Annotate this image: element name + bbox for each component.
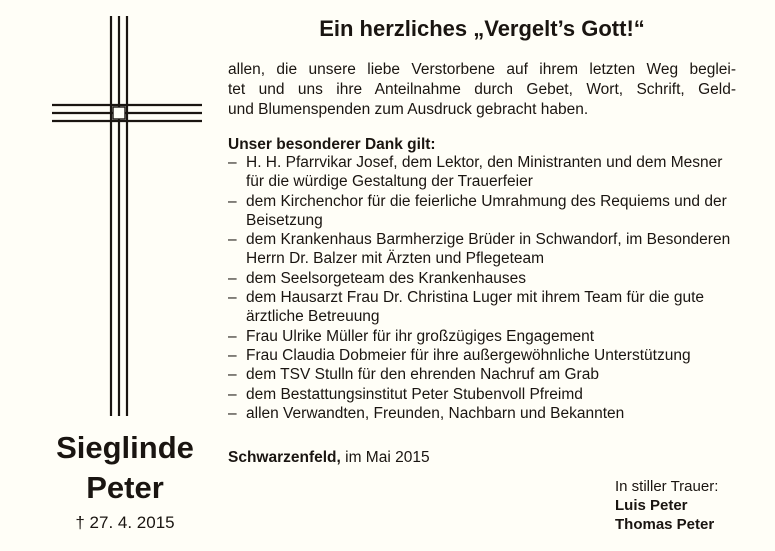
intro-line: tet und uns ihre Anteilnahme durch Gebet, Wort, Schrift, Geld- [228, 81, 736, 98]
list-item-text: H. H. Pfarrvikar Josef, dem Lektor, den Ministranten und dem Mesner für die würdige Gestaltung der Trauerfeier [246, 154, 723, 191]
list-item: – dem Seelsorgeteam des Krankenhauses [228, 269, 527, 287]
christian-cross-icon [52, 16, 202, 416]
mourners [615, 477, 718, 534]
list-item-text: Frau Claudia Dobmeier für ihre außergewöhnliche Unterstützung [246, 346, 691, 364]
list-item: – dem Krankenhaus Barmherzige Brüder in Schwandorf, im Besonderen Herrn Dr. Balzer mit Ärzten und Pflegeteam [228, 231, 731, 268]
mourner-name: Luis Peter [615, 497, 688, 514]
list-item-text: Frau Ulrike Müller für ihr großzügiges Engagement [246, 327, 595, 345]
list-item: – H. H. Pfarrvikar Josef, dem Lektor, den Ministranten und dem Mesner für die würdige Gestaltung der Trauerfeier [228, 154, 723, 191]
list-item-text: dem Kirchenchor für die feierliche Umrahmung des Requiems und der Beisetzung [246, 192, 727, 229]
intro-line: allen, die unsere liebe Verstorbene auf ihrem letzten Weg beglei- [228, 61, 736, 78]
list-item: – allen Verwandten, Freunden, Nachbarn und Bekannten [228, 404, 625, 422]
list-item: – Frau Ulrike Müller für ihr großzügiges Engagement [228, 327, 595, 345]
list-item-text: dem Hausarzt Frau Dr. Christina Luger mit ihrem Team für die gute ärztliche Betreuung [246, 289, 705, 326]
mourners-intro: In stiller Trauer: [615, 478, 719, 495]
list-item: – Frau Claudia Dobmeier für ihre außergewöhnliche Unterstützung [228, 346, 691, 364]
list-item-text: dem Bestattungsinstitut Peter Stubenvoll Pfreimd [246, 385, 583, 403]
list-item: – dem Kirchenchor für die feierliche Umrahmung des Requiems und der Beisetzung [228, 192, 727, 229]
intro-paragraph [228, 60, 736, 120]
intro-line: und Blumenspenden zum Ausdruck gebracht haben. [228, 101, 589, 118]
notice-title: Ein herzliches „Vergelt’s Gott!“ [319, 16, 645, 41]
list-item: – dem TSV Stulln für den ehrenden Nachruf am Grab [228, 366, 599, 384]
list-item-text: dem Seelsorgeteam des Krankenhauses [246, 269, 527, 287]
list-item: – dem Bestattungsinstitut Peter Stubenvoll Pfreimd [228, 385, 583, 403]
thanks-heading: Unser besonderer Dank gilt: [228, 136, 436, 153]
list-item-text: allen Verwandten, Freunden, Nachbarn und Bekannten [246, 404, 625, 422]
deceased-first-name: Sieglinde [56, 430, 194, 465]
date: im Mai 2015 [340, 449, 430, 466]
place-date [228, 449, 430, 467]
list-item-text: dem Krankenhaus Barmherzige Brüder in Schwandorf, im Besonderen Herrn Dr. Balzer mit Ärzten und Pflegeteam [246, 231, 731, 268]
deceased-last-name: Peter [86, 470, 164, 505]
list-item: – dem Hausarzt Frau Dr. Christina Luger mit ihrem Team für die gute ärztliche Betreuung [228, 289, 705, 326]
death-date: † 27. 4. 2015 [75, 513, 175, 532]
list-item-text: dem TSV Stulln für den ehrenden Nachruf am Grab [246, 366, 599, 384]
mourner-name: Thomas Peter [615, 516, 715, 533]
thanks-list [228, 153, 736, 423]
place: Schwarzenfeld, [228, 449, 341, 466]
